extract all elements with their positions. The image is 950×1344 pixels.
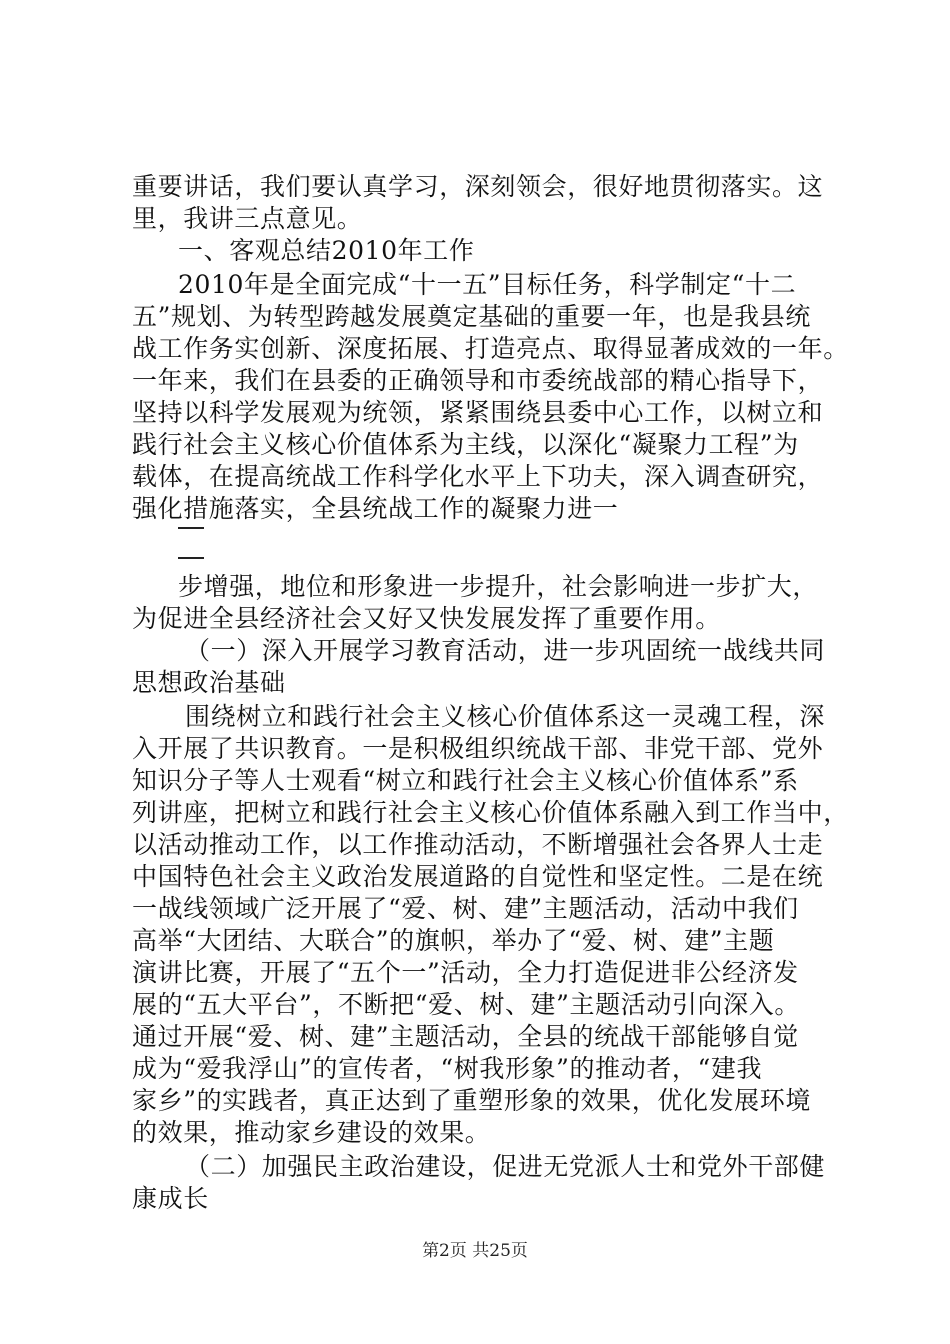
text-line: 知识分子等人士观看“树立和践行社会主义核心价值体系”系 [132, 766, 799, 795]
text-line: 里，我讲三点意见。 [132, 204, 363, 233]
text-line: 高举“大团结、大联合”的旗帜，举办了“爱、树、建”主题 [132, 926, 775, 955]
page-break-dash [178, 557, 204, 559]
subsection-heading: （二）加强民主政治建设，促进无党派人士和党外干部健 [185, 1152, 826, 1181]
text-line: 重要讲话，我们要认真学习，深刻领会，很好地贯彻落实。这 [132, 172, 824, 201]
text-line: 通过开展“爱、树、建”主题活动，全县的统战干部能够自觉 [132, 1022, 799, 1051]
text-line: 践行社会主义核心价值体系为主线，以深化“凝聚力工程”为 [132, 430, 799, 459]
text-line: 列讲座，把树立和践行社会主义核心价值体系融入到工作当中， [132, 798, 849, 827]
text-line: 五”规划、为转型跨越发展奠定基础的重要一年，也是我县统 [132, 302, 811, 331]
subsection-heading-cont: 思想政治基础 [132, 668, 286, 697]
text-line: 中国特色社会主义政治发展道路的自觉性和坚定性。二是在统 [132, 862, 824, 891]
text-line: 强化措施落实，全县统战工作的凝聚力进一 [132, 494, 619, 523]
text-line: 入开展了共识教育。一是积极组织统战干部、非党干部、党外 [132, 734, 824, 763]
section-heading: 一、客观总结2010年工作 [178, 236, 475, 265]
text-line: 为促进全县经济社会又好又快发展发挥了重要作用。 [132, 604, 721, 633]
text-line: 战工作务实创新、深度拓展、打造亮点、取得显著成效的一年。 [132, 334, 849, 363]
text-line: 一年来，我们在县委的正确领导和市委统战部的精心指导下， [132, 366, 824, 395]
page-number-footer: 第2页 共25页 [422, 1241, 528, 1261]
text-line: 的效果，推动家乡建设的效果。 [132, 1118, 491, 1147]
text-line: 以活动推动工作，以工作推动活动，不断增强社会各界人士走 [132, 830, 824, 859]
subsection-heading-cont: 康成长 [132, 1184, 209, 1213]
text-line: 家乡”的实践者，真正达到了重塑形象的效果，优化发展环境 [132, 1086, 811, 1115]
text-line: 围绕树立和践行社会主义核心价值体系这一灵魂工程，深 [185, 702, 826, 731]
text-line: 展的“五大平台”，不断把“爱、树、建”主题活动引向深入。 [132, 990, 800, 1019]
text-line: 一战线领域广泛开展了“爱、树、建”主题活动，活动中我们 [132, 894, 799, 923]
text-line: 演讲比赛，开展了“五个一”活动，全力打造促进非公经济发 [132, 958, 799, 987]
page-break-dash [178, 527, 204, 529]
text-line: 载体，在提高统战工作科学化水平上下功夫，深入调查研究， [132, 462, 824, 491]
text-line: 成为“爱我浮山”的宣传者，“树我形象”的推动者，“建我 [132, 1054, 763, 1083]
text-line: 坚持以科学发展观为统领，紧紧围绕县委中心工作，以树立和 [132, 398, 824, 427]
subsection-heading: （一）深入开展学习教育活动，进一步巩固统一战线共同 [185, 636, 826, 665]
text-line: 步增强，地位和形象进一步提升，社会影响进一步扩大， [178, 572, 819, 601]
text-line: 2010年是全面完成“十一五”目标任务，科学制定“十二 [178, 270, 797, 299]
